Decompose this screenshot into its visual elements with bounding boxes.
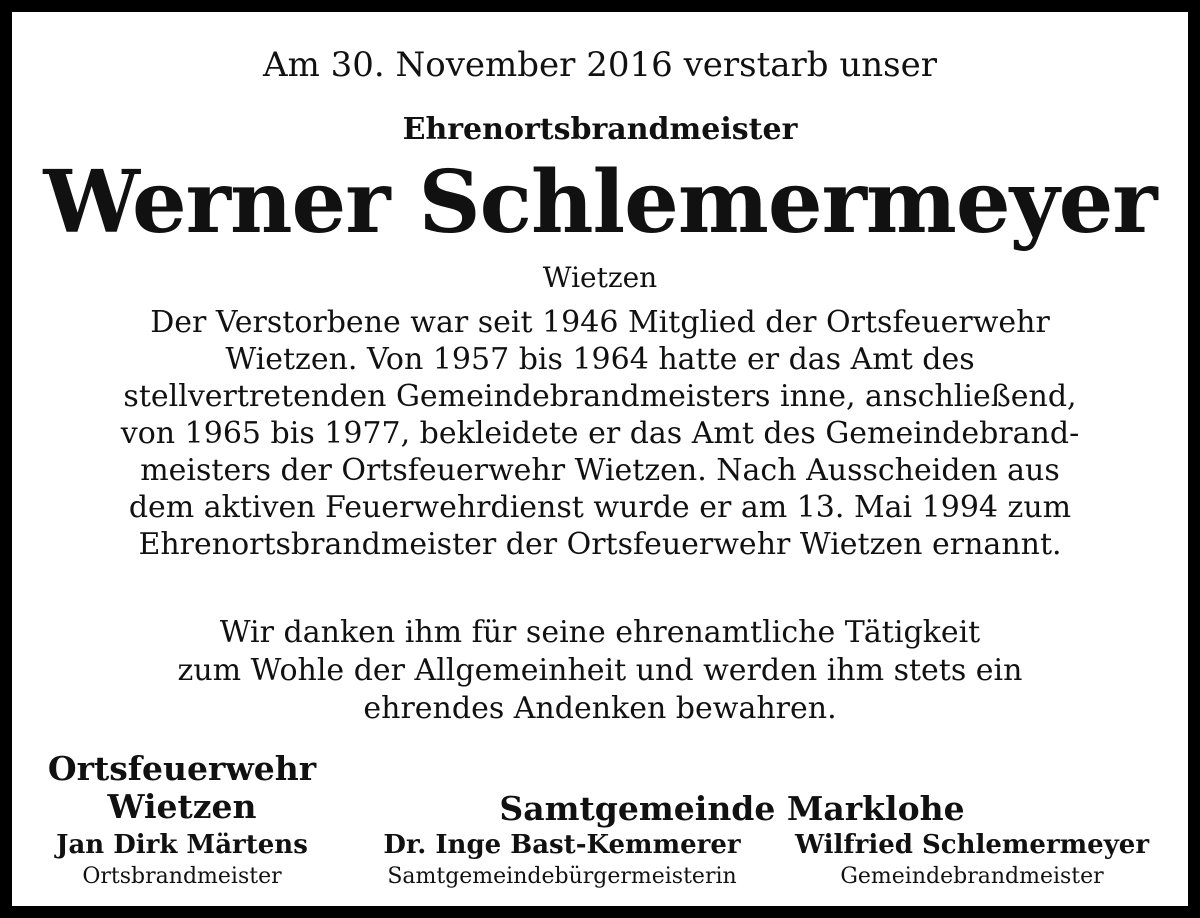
signatory-role: Ortsbrandmeister: [82, 864, 282, 889]
fire-brigade-org: [32, 750, 332, 826]
hometown: Wietzen: [542, 261, 658, 294]
biography-line: dem aktiven Feuerwehrdienst wurde er am 13. Mai 1994 zum: [128, 490, 1072, 525]
biography-line: meisters der Ortsfeuerwehr Wietzen. Nach Ausscheiden aus: [140, 453, 1060, 488]
signatory-name: Jan Dirk Märtens: [56, 830, 308, 860]
deceased-name: Werner Schlemermeyer: [43, 152, 1157, 253]
municipality-org: Samtgemeinde Marklohe: [499, 789, 965, 828]
biography-line: stellvertretenden Gemeindebrandmeisters inne, anschließend,: [123, 379, 1077, 414]
org-left-line: Ortsfeuerwehr: [47, 749, 317, 788]
thanks-line: Wir danken ihm für seine ehrenamtliche Tätigkeit: [219, 615, 981, 650]
biography-line: Der Verstorbene war seit 1946 Mitglied der Ortsfeuerwehr: [150, 305, 1050, 340]
biography-paragraph: [12, 304, 1188, 563]
signatory-name: Dr. Inge Bast-Kemmerer: [383, 830, 741, 860]
signatory-role: Gemeindebrandmeister: [840, 864, 1104, 889]
biography-line: von 1965 bis 1977, bekleidete er das Amt des Gemeindebrand-: [120, 416, 1080, 451]
biography-line: Ehrenortsbrandmeister der Ortsfeuerwehr Wietzen ernannt.: [138, 527, 1062, 562]
thanks-line: ehrendes Andenken bewahren.: [363, 691, 837, 726]
signatory-name: Wilfried Schlemermeyer: [794, 830, 1150, 860]
signatory-role: Samtgemeindebürgermeisterin: [387, 864, 737, 889]
thanks-line: zum Wohle der Allgemeinheit und werden ihm stets ein: [177, 653, 1023, 688]
biography-line: Wietzen. Von 1957 bis 1964 hatte er das Amt des: [225, 342, 975, 377]
honorary-rank: Ehrenortsbrandmeister: [402, 112, 798, 147]
thanks-paragraph: [12, 614, 1188, 728]
org-left-line: Wietzen: [107, 787, 257, 826]
intro-text: Am 30. November 2016 verstarb unser: [263, 45, 937, 85]
